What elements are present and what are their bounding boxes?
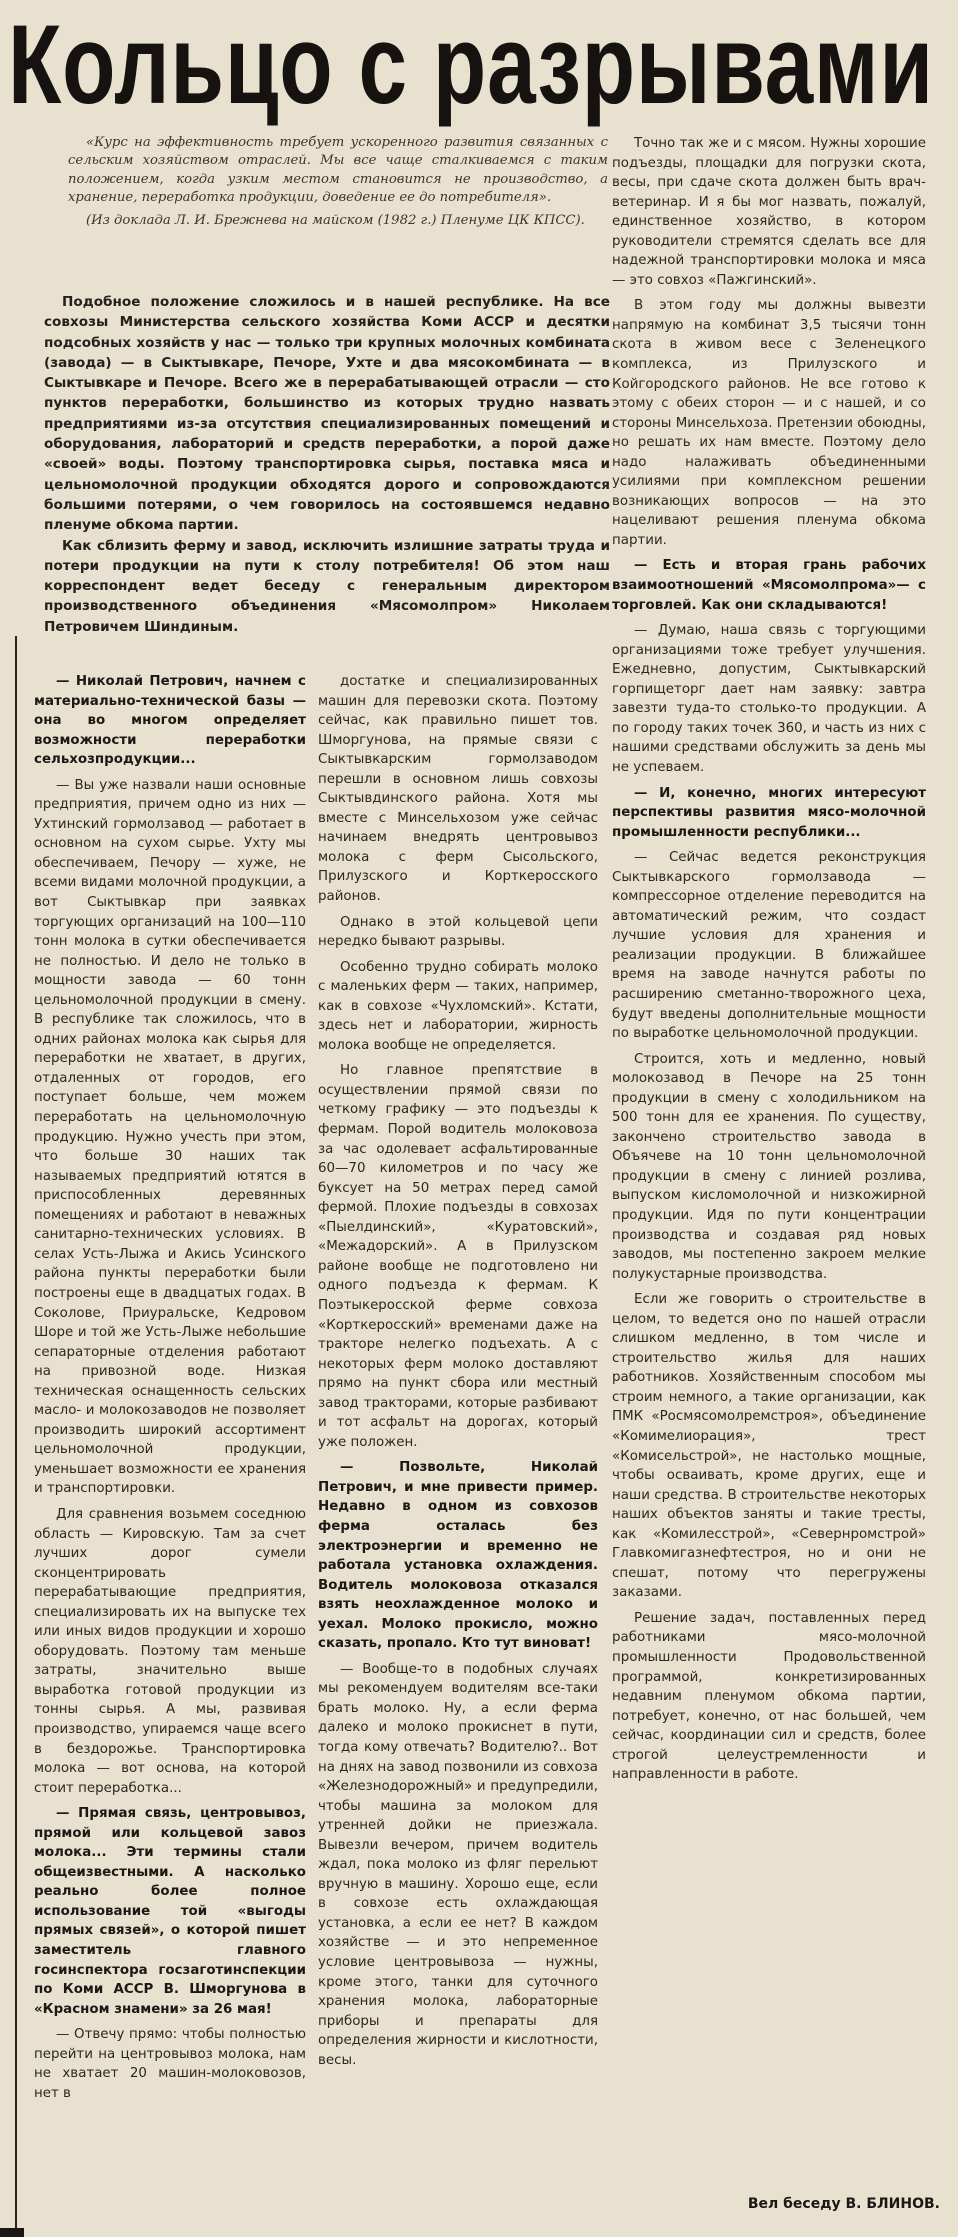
interview-answer: — Вообще-то в подобных случаях мы рекомендуем водителям все-таки брать молоко. Ну, а если ферма далеко и молоко прокиснет в пути, тогда кому отвечать? Водителю?.. Вот на днях на завод позвонили из совхоза «Железнодорожный» и предупредили, чтобы машина за молоком для утренней дойки не приезжала. Вывезли вечером, причем водитель ждал, пока молоко из фляг перельют вручную в машину. Хорошо еще, если в совхозе есть охлаждающая установка, а если ее нет? В каждом хозяйстве — и это непременное условие центровывоза — нужны, кроме этого, танки для суточного хранения молока, лабораторные приборы и препараты для определения жирности и кислотности, весы. <box>318 1661 598 2068</box>
interview-answer: Решение задач, поставленных перед работниками мясо-молочной промышленности Продовольственной программой, конкретизированных недавним пленумом обкома партии, потребует, конечно, от нас большей, чем сейчас, координации сил и средств, более строгой целеустремленности и направленности в работе. <box>612 1610 926 1783</box>
column-rule <box>15 636 17 2231</box>
article-column-2 <box>318 672 598 2076</box>
lead-paragraph: Подобное положение сложилось и в нашей республике. На все совхозы Министерства сельского хозяйства Коми АССР и десятки подсобных хозяйств у нас — только три крупных молочных комбината (завода) — в Сыктывкаре, Печоре, Ухте и два мясокомбината — в Сыктывкаре и Печоре. Всего же в перерабатывающей отрасли — сто пунктов переработки, большинство из которых трудно назвать предприятиями из-за отсутствия специализированных помещений и оборудования, лабораторий и средств переработки, а порой даже «своей» воды. Поэтому транспортировка сырья, поставка мяса и цельномолочной продукции обходятся дорого и сопровождаются большими потерями, о чем говорилось на состоявшемся недавно пленуме обкома партии. <box>44 294 610 534</box>
interview-answer: — Сейчас ведется реконструкция Сыктывкарского гормолзавода — компрессорное отделение переводится на автоматический режим, что создаст лучшие условия для хранения и реализации продукции. В ближайшее время на заводе начнутся работы по расширению сметанно-творожного цеха, будут введены дополнительные мощности по выработке цельномолочной продукции. <box>612 850 926 1042</box>
interview-answer: Для сравнения возьмем соседнюю область — Кировскую. Там за счет лучших дорог сумели сконцентрировать перерабатывающие предприятия, специализировать их на выпуске тех или иных видов продукции и хорошо оборудовать. Поэтому там меньше затраты, значительно выше выработка готовой продукции из тонны сырья. А мы, развивая производство, упираемся чаще всего в бездорожье. Транспортировка молока — вот основа, на которой стоит переработка... <box>34 1506 306 1796</box>
article-column-1 <box>34 672 306 2109</box>
epigraph-source: (Из доклада Л. И. Брежнева на майском (1982 г.) Пленуме ЦК КПСС). <box>86 212 585 228</box>
interview-answer: — Отвечу прямо: чтобы полностью перейти на центровывоз молока, нам не хватает 20 машин-молоковозов, нет в <box>34 2027 306 2101</box>
interview-answer: достатке и специализированных машин для перевозки скота. Поэтому сейчас, как правильно пишет тов. Шморгунова, на прямые связи с Сыктывкарским гормолзаводом перешли в основном лишь совхозы Сыктывдинского района. Хотя мы вместе с Минсельхозом уже сейчас начинаем внедрять центровывоз молока с ферм Сысольского, Прилузского и Корткеросского районов. <box>318 674 598 905</box>
interview-question: — Прямая связь, центровывоз, прямой или кольцевой завоз молока... Эти термины стали общеизвестными. А насколько реально более полное использование той «выгоды прямых связей», о которой пишет заместитель главного госинспектора госзаготинспекции по Коми АССР В. Шморгунова в «Красном знамени» за 26 мая! <box>34 1806 306 2017</box>
epigraph-quote: «Курс на эффективность требует ускоренного развития связанных с сельским хозяйством отраслей. Мы все чаще сталкиваемся с таким положением, когда узким местом становится не производство, а хранение, переработка продукции, доведение ее до потребителя». <box>68 135 608 206</box>
interview-answer: В этом году мы должны вывезти напрямую на комбинат 3,5 тысячи тонн скота в живом весе с Зеленецкого комплекса, из Прилузского и Койгородского районов. Не все готово к этому с обеих сторон — и с нашей, и со стороны Минсельхоза. Претензии обоюдны, но решать их нам вместе. Поэтому дело надо налаживать объединенными усилиями при комплексном решении возникающих вопросов — на это нацеливают решения пленума обкома партии. <box>612 298 926 548</box>
headline: Кольцо с разрывами <box>8 2 934 127</box>
interview-question: — Позвольте, Николай Петрович, и мне привести пример. Недавно в одном из совхозов ферма осталась без электроэнергии и временно не работала установка охлаждения. Водитель молоковоза отказался взять неохлажденное молоко и уехал. Молоко прокисло, можно сказать, пропало. Кто тут виноват! <box>318 1460 598 1652</box>
epigraph <box>68 134 608 234</box>
byline-signature: Вел беседу В. БЛИНОВ. <box>747 2196 940 2212</box>
interview-answer: Однако в этой кольцевой цепи нередко бывают разрывы. <box>318 914 598 950</box>
interview-question: — И, конечно, многих интересуют перспективы развития мясо-молочной промышленности республики... <box>612 785 926 840</box>
interview-answer: Точно так же и с мясом. Нужны хорошие подъезды, площадки для погрузки скота, весы, при сдаче скота должен быть врач-ветеринар. И я бы мог назвать, пожалуй, единственное хозяйство, в котором руководители стремятся сделать все для надежной транспортировки молока и мяса — это совхоз «Пажгинский». <box>612 136 926 288</box>
page-edge-mark <box>0 2228 24 2237</box>
lead-paragraphs <box>44 292 610 637</box>
interview-answer: Строится, хоть и медленно, новый молокозавод в Печоре на 25 тонн продукции в смену с холодильником на 500 тонн для ее хранения. По существу, закончено строительство завода в Объячеве на 10 тонн цельномолочной продукции в смену с линией розлива, выпуском кисломолочной и низкожирной продукции. Идя по пути концентрации производства и создавая ряд новых заводов, мы постепенно закроем мелкие полукустарные производства. <box>612 1051 926 1282</box>
interview-answer: Особенно трудно собирать молоко с маленьких ферм — таких, например, как в совхозе «Чухломский». Кстати, здесь нет и лаборатории, жирность молока вообще не определяется. <box>318 959 598 1053</box>
lead-paragraph: Как сблизить ферму и завод, исключить излишние затраты труда и потери продукции на пути к столу потребителя! Об этом наш корреспондент ведет беседу с генеральным директором производственного объединения «Мясомолпром» Николаем Петровичем Шиндиным. <box>44 537 610 635</box>
interview-question: — Есть и вторая грань рабочих взаимоотношений «Мясомолпрома»— с торговлей. Как они складываются! <box>612 558 926 613</box>
interview-answer: Но главное препятствие в осуществлении прямой связи по четкому графику — это подъезды к фермам. Порой водитель молоковоза за час одолевает асфальтированные 60—70 километров и по часу же буксует на 50 метрах перед самой фермой. Плохие подъезды в совхозах «Пыелдинский», «Куратовский», «Межадорский». А в Прилузском районе вообще не подготовлено ни одного подъезда к фермам. К Поэтыкеросской ферме совхоза «Корткеросский» временами даже на тракторе нелегко подъехать. А с некоторых ферм молоко доставляют прямо на пункт сбора или местный завод тракторами, которые разбивают и тот асфальт на дорогах, который уже положен. <box>318 1063 598 1450</box>
interview-answer: — Вы уже назвали наши основные предприятия, причем одно из них — Ухтинский гормолзавод — работает в основном на сухом сырье. Ухту мы обеспечиваем, Печору — хуже, не всеми видами молочной продукции, а вот Сыктывкар при заявках торгующих организаций на 100—110 тонн молока в сутки обеспечивается не полностью. И дело не только в мощности завода — 60 тонн цельномолочной продукции в смену. В республике так сложилось, что в одних районах молока как сырья для переработки не хватает, в других, отдаленных от городов, его поступает больше, чем можем переработать на цельномолочную продукцию. Нужно учесть при этом, что больше 30 наших так называемых предприятий ютятся в приспособленных деревянных помещениях и работают в неважных санитарно-технических условиях. В селах Усть-Лыжа и Акись Усинского района пункты переработки были построены еще в двадцатых годах. В Соколове, Приуральске, Кедровом Шоре и той же Усть-Лыже небольшие сепараторные отделения работают на привозной воде. Низкая техническая оснащенность сельских масло- и молокозаводов не позволяет производить широкий ассортимент цельномолочной продукции, уменьшает возможности ее хранения и транспортировки. <box>34 777 306 1497</box>
interview-question: — Николай Петрович, начнем с материально-технической базы — она во многом определяет возможности переработки сельхозпродукции... <box>34 674 306 768</box>
interview-answer: Если же говорить о строительстве в целом, то ведется оно по нашей отрасли слишком медленно, в том числе и строительство жилья для наших работников. Хозяйственным способом мы строим немного, а такие организации, как ПМК «Росмясомолремстроя», объединение «Комимелиорация», трест «Комисельстрой», не настолько мощные, чтобы осваивать, кроме других, еще и наши средства. В строительстве некоторых наших объектов заняты и такие тресты, как «Комилесстрой», «Севернромстрой» Главкомигазнефтестроя, но и они не спешат, потому что перегружены заказами. <box>612 1292 926 1601</box>
interview-answer: — Думаю, наша связь с торгующими организациями тоже требует улучшения. Ежедневно, допустим, Сыктывкарский горпищеторг дает нам заявку: завтра завезти туда-то столько-то продукции. А по городу таких точек 360, и часть из них с нашими средствами обслужить за день мы не успеваем. <box>612 623 926 775</box>
article-column-3 <box>612 134 926 1791</box>
